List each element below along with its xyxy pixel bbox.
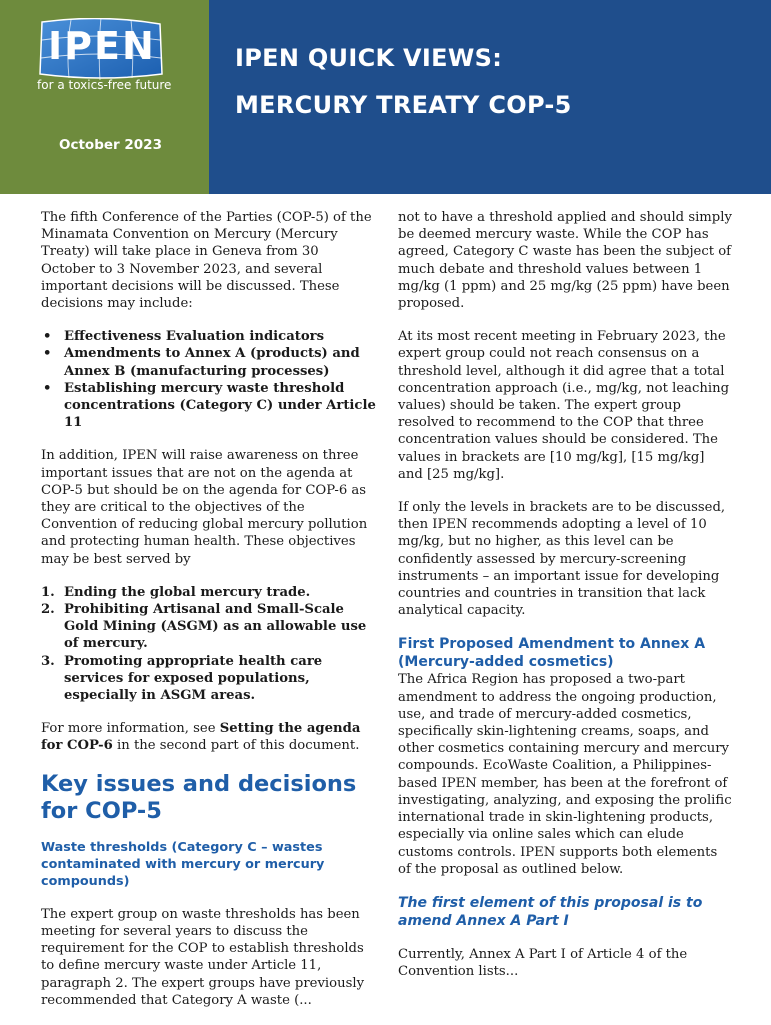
logo-tagline: for a toxics-free future: [37, 78, 172, 92]
publication-date: October 2023: [59, 137, 162, 153]
recommendation-paragraph: If only the levels in brackets are to be discussed, then IPEN recommends adopting a level of 10 mg/kg, but no higher, as this level can be confidently assessed by mercury-screening instruments – an important issue for developing countries and countries in transition that lack analytical capacity.: [398, 500, 726, 619]
element-subheading: The first element of this proposal is to amend Annex A Part I: [398, 894, 703, 929]
list-item: 1. Ending the global mercury trade.: [41, 584, 311, 600]
more-info-paragraph: For more information, see Setting the agenda for COP-6 in the second part of this document.: [41, 721, 361, 754]
right-column: [398, 209, 733, 996]
ipen-logo: [36, 18, 166, 82]
list-item: • Effectiveness Evaluation indicators: [43, 329, 325, 345]
objectives-list: [41, 584, 376, 704]
intro-paragraph: The fifth Conference of the Parties (COP-5) of the Minamata Convention on Mercury (Mercury Treaty) will take place in Geneva from 30 October to 3 November 2023, and several important decisions will be discussed. These decisions may include:: [41, 210, 372, 312]
left-column: [41, 209, 376, 1025]
threshold-paragraph: not to have a threshold applied and should simply be deemed mercury waste. While the COP has agreed, Category C waste has been the subject of much debate and threshold values between 1 mg/kg (1 ppm) and 25 mg/kg (25 ppm) have been proposed.: [398, 210, 732, 312]
bullet-icon: •: [43, 346, 52, 362]
list-item: • Amendments to Annex A (products) and Annex B (manufacturing processes): [43, 346, 360, 379]
section-heading: Key issues and decisions for COP-5: [41, 770, 357, 824]
agenda-link-text: Setting the agenda for COP-6: [41, 721, 361, 754]
bullet-icon: •: [43, 329, 52, 345]
page-header: [0, 0, 771, 194]
list-item: 2. Prohibiting Artisanal and Small-Scale Gold Mining (ASGM) as an allowable use of mercury.: [41, 602, 367, 652]
list-item: • Establishing mercury waste threshold concentrations (Category C) under Article 11: [43, 380, 376, 431]
document-title: [235, 35, 572, 129]
awareness-paragraph: In addition, IPEN will raise awareness on three important issues that are not on the agenda at COP-5 but should be on the agenda for COP-6 as they are critical to the objectives of the Convention of reducing global mercury pollution and protecting human health. These objectives may be best served by: [41, 448, 368, 567]
logo-text: IPEN: [48, 24, 156, 68]
annex-paragraph: Currently, Annex A Part I of Article 4 of the Convention lists...: [398, 946, 688, 980]
title-line-2: MERCURY TREATY COP-5: [235, 91, 572, 119]
subsection-heading: Waste thresholds (Category C – wastes contaminated with mercury or mercury compounds): [41, 839, 325, 889]
list-item: 3. Promoting appropriate health care services for exposed populations, especially in ASGM areas.: [41, 653, 323, 704]
decisions-list: [41, 328, 376, 431]
title-line-1: IPEN QUICK VIEWS:: [235, 44, 503, 72]
bullet-icon: •: [43, 380, 52, 396]
waste-paragraph: The expert group on waste thresholds has been meeting for several years to discuss the requirement for the COP to establish thresholds to define mercury waste under Article 11, paragraph 2. The expert groups have previously recommended that Category A waste (...: [41, 906, 365, 1008]
africa-paragraph: The Africa Region has proposed a two-part amendment to address the ongoing production, use, and trade of mercury-added cosmetics, specifically skin-lightening creams, soaps, and other cosmetics containing mercury and mercury compounds. EcoWaste Coalition, a Philippines-based IPEN member, has been at the forefront of investigating, analyzing, and exposing the prolific international trade in skin-lightening products, especially via online sales which can elude customs controls. IPEN supports both elements of the proposal as outlined below.: [398, 672, 732, 877]
header-green-panel: [0, 0, 209, 194]
amendment-heading: First Proposed Amendment to Annex A (Mercury-added cosmetics): [398, 636, 706, 671]
meeting-paragraph: At its most recent meeting in February 2023, the expert group could not reach consensus on a threshold level, although it did agree that a total concentration approach (i.e., mg/kg, not leaching values) should be taken. The expert group resolved to recommend to the COP that three concentration values should be considered. The values in brackets are [10 mg/kg], [15 mg/kg] and [25 mg/kg].: [398, 329, 730, 482]
